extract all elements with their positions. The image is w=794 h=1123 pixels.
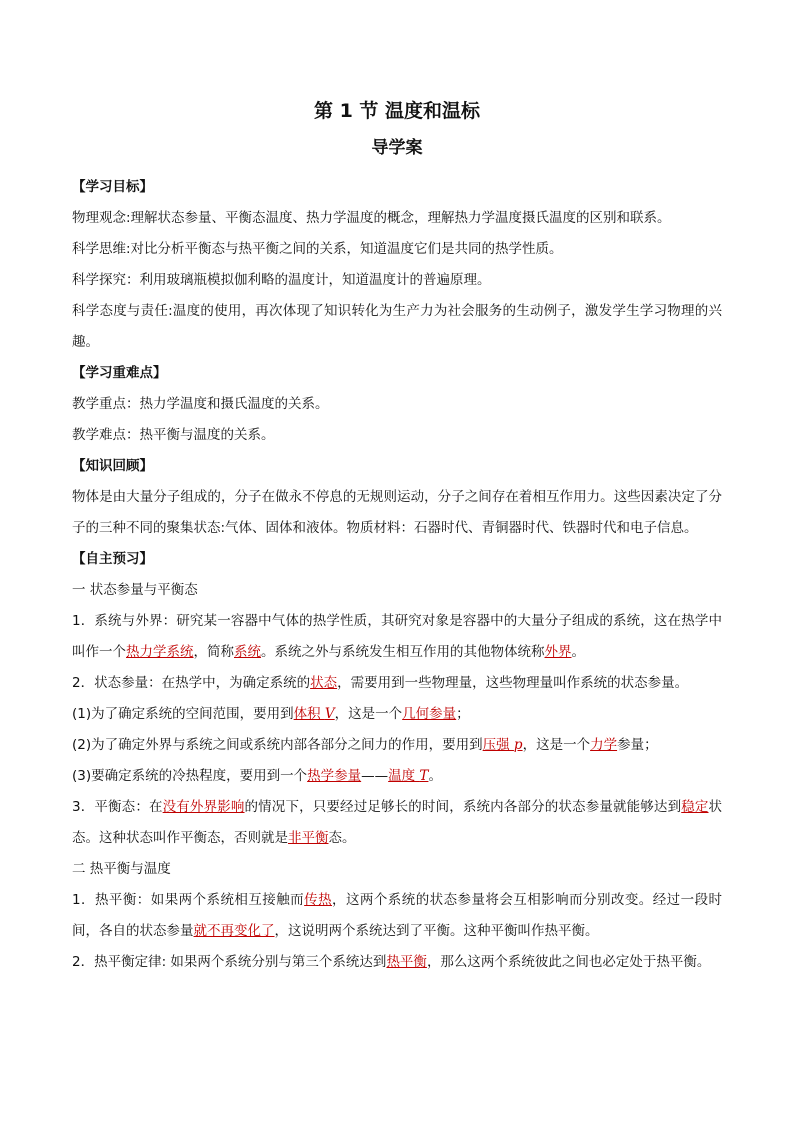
answer-blank: 力学 — [590, 737, 618, 753]
document-page — [72, 98, 722, 978]
goal-physics-concept: 物理观念:理解状态参量、平衡态温度、热力学温度的概念，理解热力学温度摄氏温度的区别和联系。 — [72, 210, 671, 226]
goal-scientific-inquiry: 科学探究：利用玻璃瓶模拟伽利略的温度计，知道温度计的普遍原理。 — [72, 272, 491, 288]
answer-blank: 外界 — [544, 644, 572, 660]
paragraph-pressure: (2)为了确定外界与系统之间或系统内部各部分之间力的作用，要用到压强 p，这是一个力学参量； — [72, 737, 658, 753]
answer-blank: 温度 T — [388, 768, 429, 784]
review-heading: 【知识回顾】 — [72, 458, 153, 474]
keypoint-focus: 教学重点：热力学温度和摄氏温度的关系。 — [72, 396, 329, 412]
section-2-title: 二 热平衡与温度 — [72, 861, 171, 877]
goal-scientific-thinking: 科学思维:对比分析平衡态与热平衡之间的关系，知道温度它们是共同的热学性质。 — [72, 241, 563, 257]
answer-blank: 系统 — [234, 644, 261, 660]
answer-blank: 热学参量 — [307, 768, 362, 784]
keypoint-difficulty: 教学难点：热平衡与温度的关系。 — [72, 427, 275, 443]
answer-blank: 压强 p — [482, 737, 523, 753]
answer-blank: 稳定 — [681, 799, 709, 815]
answer-blank: 传热 — [304, 892, 333, 908]
paragraph-thermal-equilibrium-law: 2．热平衡定律: 如果两个系统分别与第三个系统达到热平衡，那么这两个系统彼此之间也必定处于热平衡。 — [72, 954, 711, 970]
answer-blank: 热力学系统 — [126, 644, 194, 660]
answer-blank: 体积 V — [293, 706, 335, 722]
answer-blank: 几何参量 — [402, 706, 457, 722]
answer-blank: 热平衡 — [386, 954, 427, 970]
paragraph-temperature-parameter: (3)要确定系统的冷热程度，要用到一个热学参量——温度 T。 — [72, 768, 442, 784]
answer-blank: 就不再变化了 — [193, 923, 275, 939]
answer-blank: 状态 — [310, 675, 338, 691]
preview-heading: 【自主预习】 — [72, 551, 153, 567]
keypoints-heading: 【学习重难点】 — [72, 365, 167, 381]
paragraph-volume: (1)为了确定系统的空间范围，要用到体积 V，这是一个几何参量； — [72, 706, 470, 722]
answer-blank: 非平衡 — [288, 830, 329, 846]
paragraph-system-and-surroundings: 1．系统与外界：研究某一容器中气体的热学性质，其研究对象是容器中的大量分子组成的系统，这在热学中叫作一个热力学系统，简称系统。系统之外与系统发生相互作用的其他物体统称外界。 — [72, 613, 722, 660]
answer-blank: 没有外界影响 — [162, 799, 245, 815]
page-subtitle: 导学案 — [371, 138, 423, 158]
paragraph-state-parameters: 2．状态参量：在热学中，为确定系统的状态，需要用到一些物理量，这些物理量叫作系统的状态参量。 — [72, 675, 689, 691]
goal-attitude: 科学态度与责任:温度的使用，再次体现了知识转化为生产力为社会服务的生动例子，激发学生学习物理的兴趣。 — [72, 303, 722, 350]
paragraph-thermal-equilibrium: 1．热平衡：如果两个系统相互接触而传热，这两个系统的状态参量将会互相影响而分别改变。经过一段时间，各自的状态参量就不再变化了，这说明两个系统达到了平衡。这种平衡叫作热平衡。 — [72, 892, 723, 939]
section-1-title: 一 状态参量与平衡态 — [72, 582, 198, 598]
paragraph-equilibrium-state: 3．平衡态：在没有外界影响的情况下，只要经过足够长的时间，系统内各部分的状态参量就能够达到稳定状态。这种状态叫作平衡态，否则就是非平衡态。 — [72, 799, 723, 846]
review-text: 物体是由大量分子组成的，分子在做永不停息的无规则运动，分子之间存在着相互作用力。这些因素决定了分子的三种不同的聚集状态:气体、固体和液体。物质材料：石器时代、青铜器时代、铁器时代和电子信息。 — [72, 489, 722, 536]
page-title: 第 1 节 温度和温标 — [313, 100, 481, 122]
goals-heading: 【学习目标】 — [72, 179, 153, 195]
